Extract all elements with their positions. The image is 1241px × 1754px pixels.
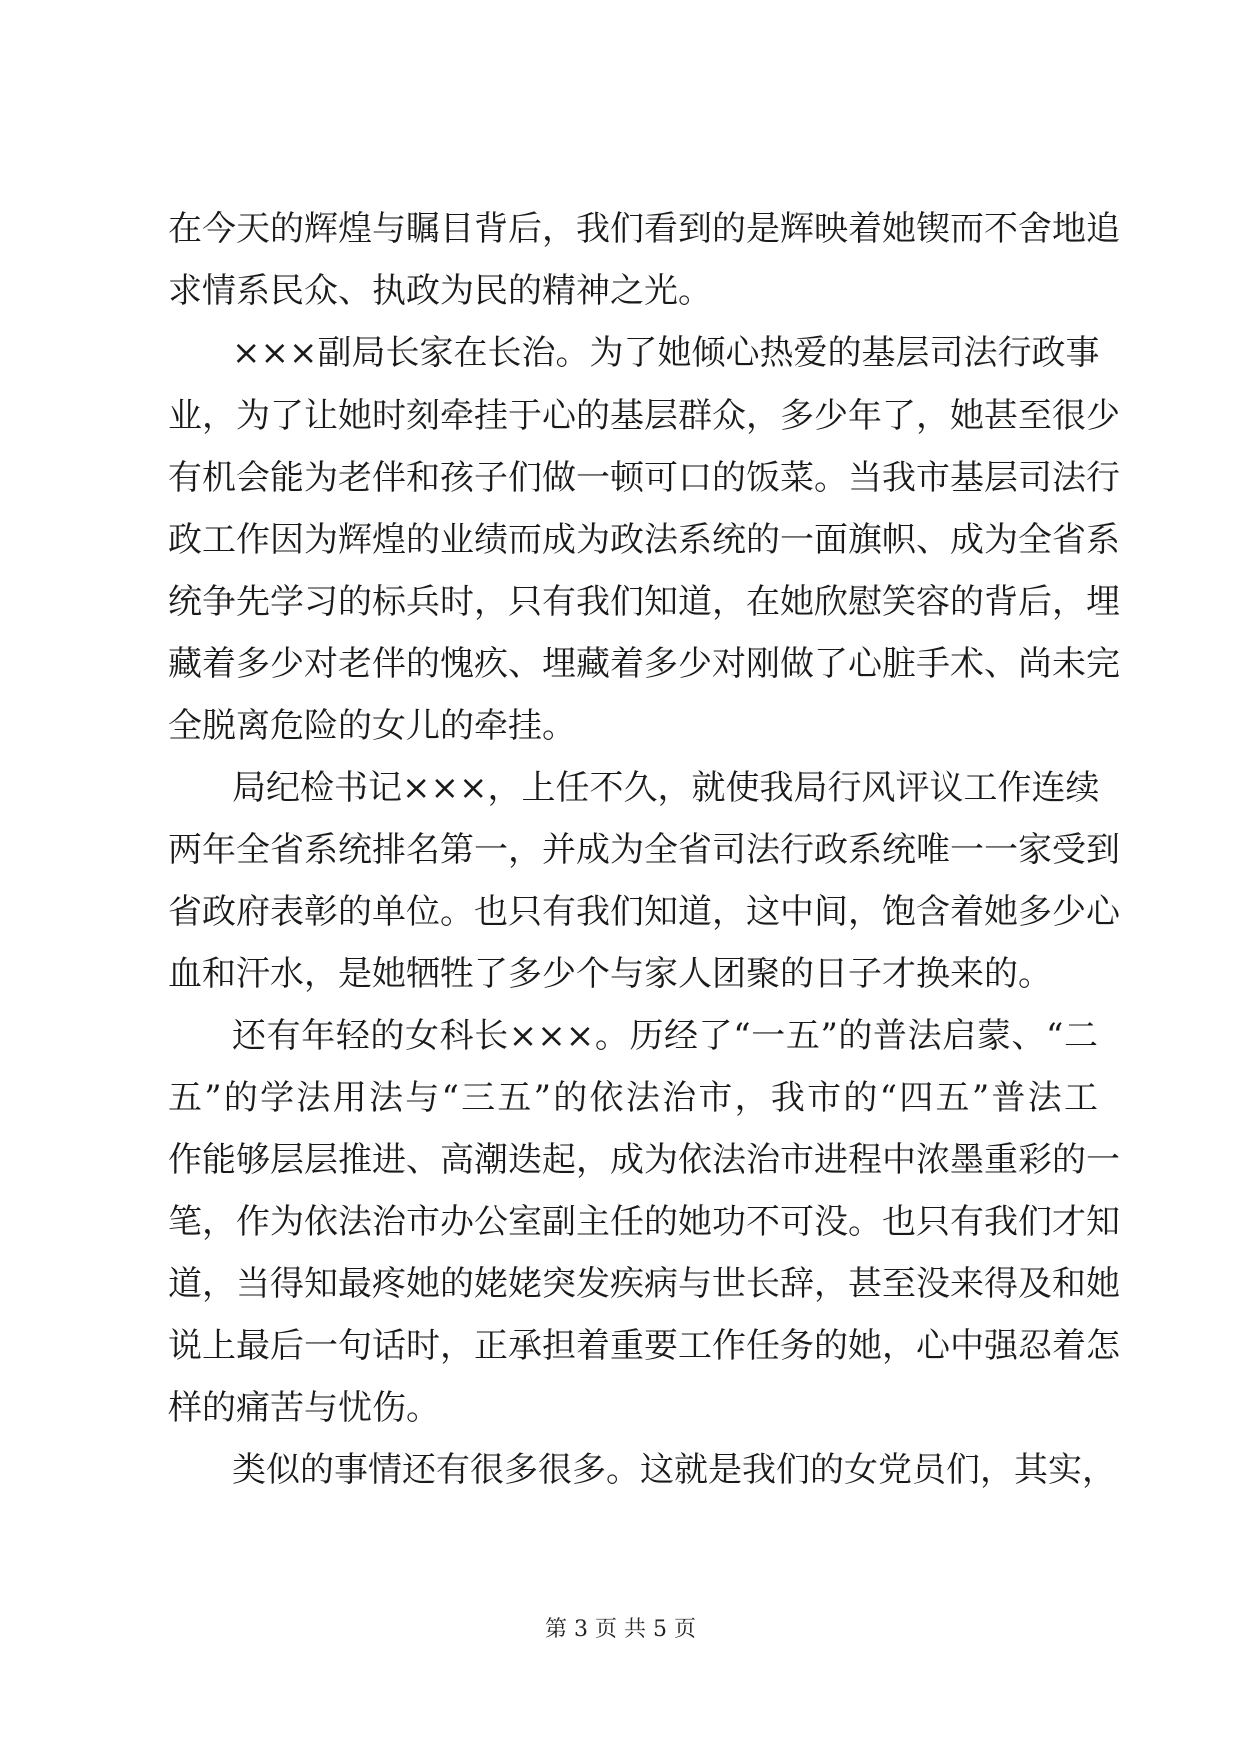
paragraph-line: 两年全省系统排名第一，并成为全省司法行政系统唯一一家受到 — [168, 830, 1120, 870]
paragraph-line: 有机会能为老伴和孩子们做一顿可口的饭菜。当我市基层司法行 — [168, 458, 1120, 498]
paragraph-line: 笔，作为依法治市办公室副主任的她功不可没。也只有我们才知 — [168, 1202, 1120, 1242]
paragraph-line: 作能够层层推进、高潮迭起，成为依法治市进程中浓墨重彩的一 — [168, 1140, 1120, 1180]
paragraph-line: 在今天的辉煌与瞩目背后，我们看到的是辉映着她锲而不舍地追 — [168, 209, 1120, 249]
paragraph-line: 统争先学习的标兵时，只有我们知道，在她欣慰笑容的背后，埋 — [168, 582, 1120, 622]
paragraph-line: 全脱离危险的女儿的牵挂。 — [168, 706, 576, 746]
paragraph-line: 说上最后一句话时，正承担着重要工作任务的她，心中强忍着怎 — [168, 1326, 1120, 1366]
paragraph-line: 业，为了让她时刻牵挂于心的基层群众，多少年了，她甚至很少 — [168, 396, 1120, 436]
paragraph-line: 还有年轻的女科长×××。历经了“一五”的普法启蒙、“二 — [232, 1016, 1098, 1056]
paragraph-line: 五”的学法用法与“三五”的依法治市，我市的“四五”普法工 — [168, 1078, 1098, 1118]
paragraph-line: 求情系民众、执政为民的精神之光。 — [168, 271, 712, 311]
paragraph-line: 省政府表彰的单位。也只有我们知道，这中间，饱含着她多少心 — [168, 892, 1120, 932]
paragraph-line: 血和汗水，是她牺牲了多少个与家人团聚的日子才换来的。 — [168, 954, 1052, 994]
paragraph-line: 道，当得知最疼她的姥姥突发疾病与世长辞，甚至没来得及和她 — [168, 1264, 1120, 1304]
paragraph-line: 藏着多少对老伴的愧疚、埋藏着多少对刚做了心脏手术、尚未完 — [168, 644, 1120, 684]
paragraph-line: 样的痛苦与忧伤。 — [168, 1388, 440, 1428]
page-number-footer: 第 3 页 共 5 页 — [545, 1617, 696, 1642]
paragraph-line: 局纪检书记×××，上任不久，就使我局行风评议工作连续 — [232, 768, 1100, 808]
paragraph-line: 类似的事情还有很多很多。这就是我们的女党员们，其实， — [232, 1450, 1116, 1490]
paragraph-line: 政工作因为辉煌的业绩而成为政法系统的一面旗帜、成为全省系 — [168, 520, 1120, 560]
paragraph-line: ×××副局长家在长治。为了她倾心热爱的基层司法行政事 — [232, 333, 1100, 373]
